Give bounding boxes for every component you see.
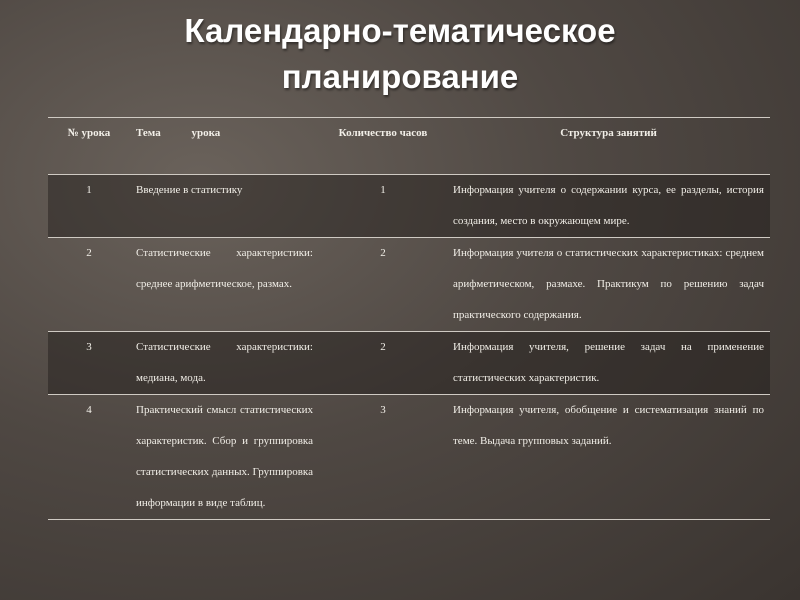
lesson-hours: 3 [380, 404, 386, 416]
lesson-hours: 1 [380, 184, 386, 196]
slide-title-line-2: планирование [281, 58, 519, 95]
header-lesson-topic-label: Тема урока [136, 127, 221, 139]
header-lesson-number: № урока [48, 118, 130, 175]
slide-title-line-1: Календарно-тематическое [184, 12, 616, 49]
lesson-structure: Информация учителя о статистических характеристиках: среднем арифметическом, размахе. Практикум по решению задач практического содержания. [453, 247, 764, 321]
lesson-topic: Статистические характеристики: среднее арифметическое, размах. [136, 247, 313, 290]
table-row [48, 395, 770, 520]
slide-title [0, 8, 800, 100]
lesson-hours: 2 [380, 247, 386, 259]
planning-table [48, 117, 770, 520]
header-lesson-structure: Структура занятий [447, 118, 770, 175]
lesson-structure: Информация учителя, обобщение и систематизация знаний по теме. Выдача групповых заданий. [453, 404, 764, 447]
header-hours-count: Количество часов [319, 118, 447, 175]
lesson-number: 1 [86, 184, 92, 196]
table-header-row [48, 118, 770, 175]
header-lesson-topic [130, 118, 319, 175]
lesson-number: 4 [86, 404, 92, 416]
lesson-number: 3 [86, 341, 92, 353]
lesson-hours: 2 [380, 341, 386, 353]
table-row [48, 332, 770, 395]
lesson-structure: Информация учителя, решение задач на применение статистических характеристик. [453, 341, 764, 384]
lesson-structure: Информация учителя о содержании курса, ее разделы, история создания, место в окружающем мире. [453, 184, 764, 227]
lesson-topic: Практический смысл статистических характеристик. Сбор и группировка статистических данных. Группировка информации в виде таблиц. [136, 404, 313, 509]
lesson-number: 2 [86, 247, 92, 259]
table-row [48, 238, 770, 332]
table-row [48, 175, 770, 238]
lesson-topic: Введение в статистику [136, 184, 243, 196]
lesson-topic: Статистические характеристики: медиана, мода. [136, 341, 313, 384]
